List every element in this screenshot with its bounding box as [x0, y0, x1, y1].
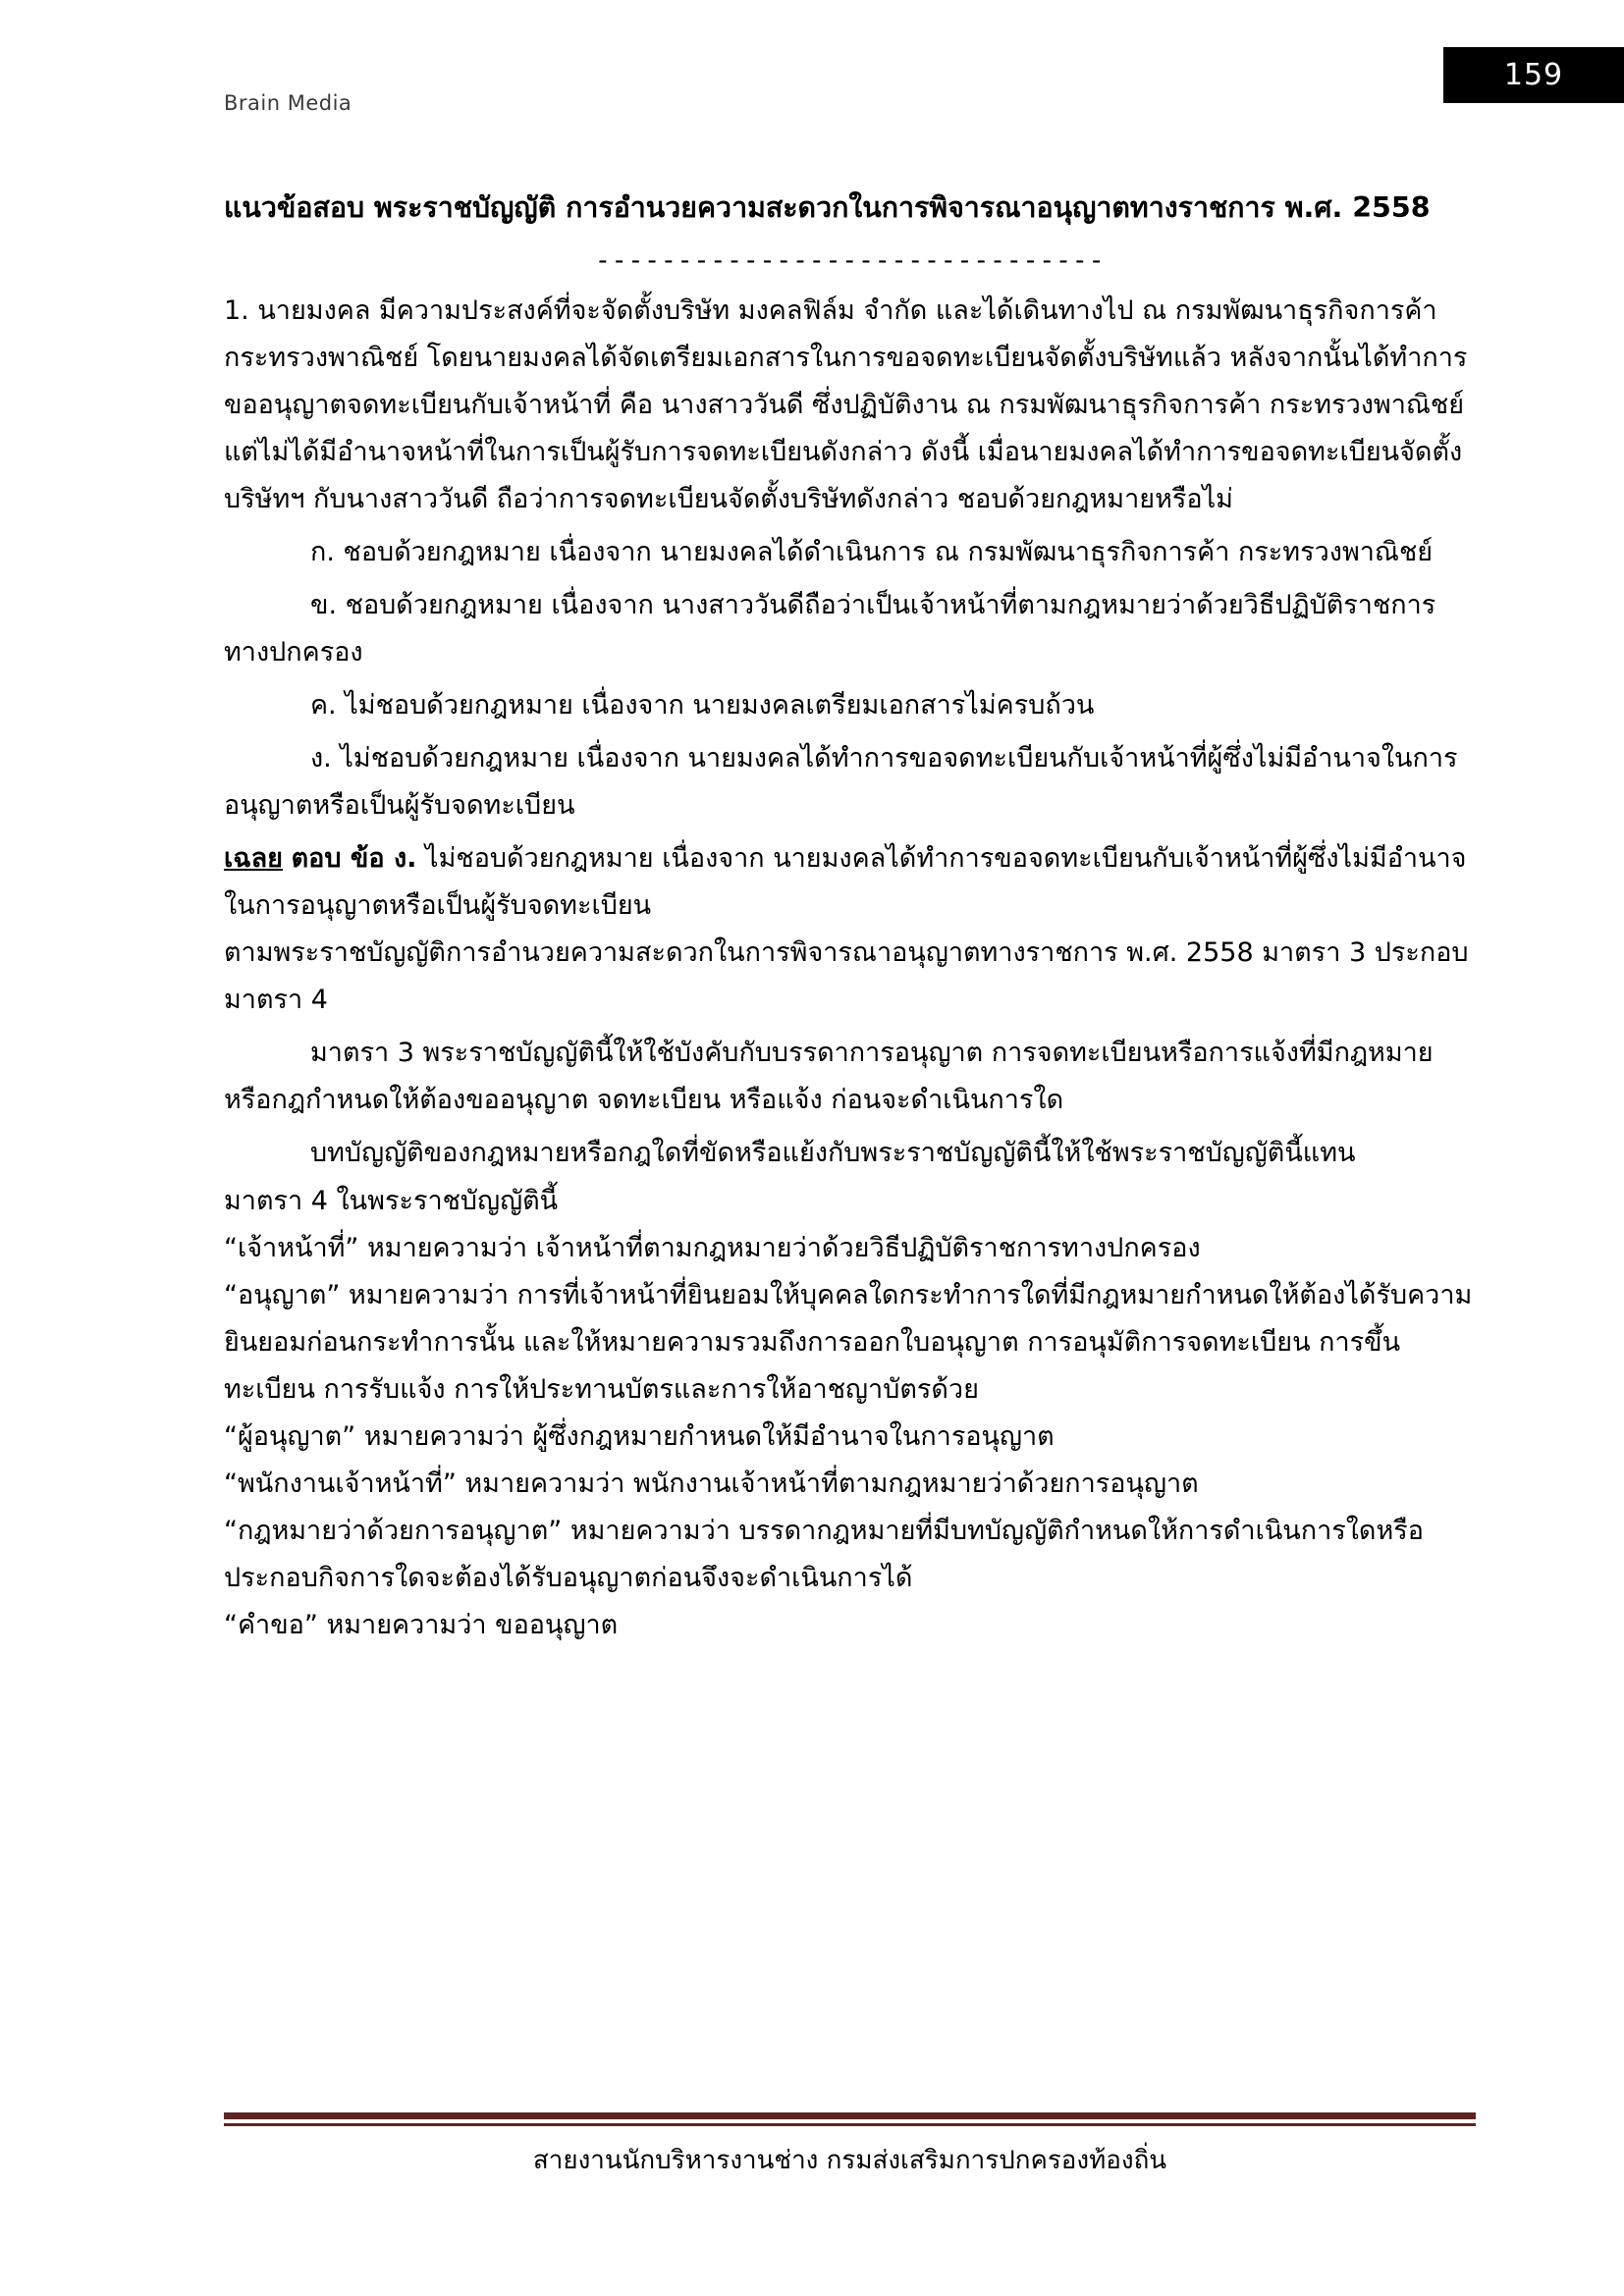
answer-choice-prefix: ตอบ ข้อ ง.	[291, 843, 417, 875]
footer-rule-thin	[224, 2123, 1476, 2126]
answer-line	[224, 835, 1476, 930]
footer-rule-thick	[224, 2112, 1476, 2119]
choice-ngo: ง. ไม่ชอบด้วยกฎหมาย เนื่องจาก นายมงคลได้ทำการขอจดทะเบียนกับเจ้าหน้าที่ผู้ซึ่งไม่มีอำนาจในการอนุญาตหรือเป็นผู้รับจดทะเบียน	[224, 743, 1458, 822]
legal-reference: ตามพระราชบัญญัติการอำนวยความสะดวกในการพิจารณาอนุญาตทางราชการ พ.ศ. 2558 มาตรา 3 ประกอบ มาตรา 4	[224, 937, 1469, 1016]
brand-label: Brain Media	[224, 91, 352, 115]
section-divider: -------------------------------	[594, 245, 1106, 277]
definition-kham-kho: “คำขอ” หมายความว่า ขออนุญาต	[224, 1609, 619, 1640]
choice-kho: ข. ชอบด้วยกฎหมาย เนื่องจาก นางสาววันดีถือว่าเป็นเจ้าหน้าที่ตามกฎหมายว่าด้วยวิธีปฏิบัติราชการทางปกครอง	[224, 589, 1436, 667]
section-3-paragraph-2: บทบัญญัติของกฎหมายหรือกฎใดที่ขัดหรือแย้งกับพระราชบัญญัตินี้ให้ใช้พระราชบัญญัตินี้แทน	[310, 1138, 1356, 1169]
document-title: แนวข้อสอบ พระราชบัญญัติ การอำนวยความสะดวกในการพิจารณาอนุญาตทางราชการ พ.ศ. 2558	[224, 191, 1431, 224]
page-number-badge: 159	[1443, 47, 1624, 103]
answer-key-label: เฉลย	[224, 843, 283, 875]
footer-label: สายงานนักบริหารงานช่าง กรมส่งเสริมการปกครองท้องถิ่น	[532, 2146, 1167, 2175]
choice-ka: ก. ชอบด้วยกฎหมาย เนื่องจาก นายมงคลได้ดำเนินการ ณ กรมพัฒนาธุรกิจการค้า กระทรวงพาณิชย์	[310, 536, 1434, 567]
answer-choice-text: ไม่ชอบด้วยกฎหมาย เนื่องจาก นายมงคลได้ทำการขอจดทะเบียนกับเจ้าหน้าที่ผู้ซึ่งไม่มีอำนาจในการอนุญาตหรือเป็นผู้รับจดทะเบียน	[224, 843, 1467, 922]
page-header	[0, 0, 1624, 137]
question-1-text: 1. นายมงคล มีความประสงค์ที่จะจัดตั้งบริษัท มงคลฟิล์ม จำกัด และได้เดินทางไป ณ กรมพัฒนาธุรกิจการค้า กระทรวงพาณิชย์ โดยนายมงคลได้จัดเตรียมเอกสารในการขอจดทะเบียนจัดตั้งบริษัทแล้ว หลังจากนั้นได้ทำการขออนุญาตจดทะเบียนกับเจ้าหน้าที่ คือ นางสาววันดี ซึ่งปฏิบัติงาน ณ กรมพัฒนาธุรกิจการค้า กระทรวงพาณิชย์ แต่ไม่ได้มีอำนาจหน้าที่ในการเป็นผู้รับการจดทะเบียนดังกล่าว ดังนี้ เมื่อนายมงคลได้ทำการขอจดทะเบียนจัดตั้งบริษัทฯ กับนางสาววันดี ถือว่าการจดทะเบียนจัดตั้งบริษัทดังกล่าว ชอบด้วยกฎหมายหรือไม่	[224, 294, 1468, 514]
section-4-intro: มาตรา 4 ในพระราชบัญญัตินี้	[224, 1185, 559, 1216]
document-body	[224, 187, 1476, 1649]
section-3-paragraph-1: มาตรา 3 พระราชบัญญัตินี้ให้ใช้บังคับกับบรรดาการอนุญาต การจดทะเบียนหรือการแจ้งที่มีกฎหมายหรือกฎกำหนดให้ต้องขออนุญาต จดทะเบียน หรือแจ้ง ก่อนจะดำเนินการใด	[224, 1038, 1434, 1116]
definition-phanak-ngan-jao-na-thi: “พนักงานเจ้าหน้าที่” หมายความว่า พนักงานเจ้าหน้าที่ตามกฎหมายว่าด้วยการอนุญาต	[224, 1468, 1199, 1499]
definition-jao-na-thi: “เจ้าหน้าที่” หมายความว่า เจ้าหน้าที่ตามกฎหมายว่าด้วยวิธีปฏิบัติราชการทางปกครอง	[224, 1232, 1201, 1263]
definition-kotmai-duai-kan-anuyat: “กฎหมายว่าด้วยการอนุญาต” หมายความว่า บรรดากฎหมายที่มีบทบัญญัติกำหนดให้การดำเนินการใดหรือประกอบกิจการใดจะต้องได้รับอนุญาตก่อนจึงจะดำเนินการได้	[224, 1515, 1424, 1593]
page-footer	[224, 2112, 1476, 2180]
definition-phu-anuyat: “ผู้อนุญาต” หมายความว่า ผู้ซึ่งกฎหมายกำหนดให้มีอำนาจในการอนุญาต	[224, 1420, 1055, 1452]
choice-kho2: ค. ไม่ชอบด้วยกฎหมาย เนื่องจาก นายมงคลเตรียมเอกสารไม่ครบถ้วน	[310, 690, 1095, 721]
definition-anuyat: “อนุญาต” หมายความว่า การที่เจ้าหน้าที่ยินยอมให้บุคคลใดกระทำการใดที่มีกฎหมายกำหนดให้ต้องได้รับความยินยอมก่อนกระทำการนั้น และให้หมายความรวมถึงการออกใบอนุญาต การอนุมัติการจดทะเบียน การขึ้นทะเบียน การรับแจ้ง การให้ประทานบัตรและการให้อาชญาบัตรด้วย	[224, 1279, 1473, 1405]
